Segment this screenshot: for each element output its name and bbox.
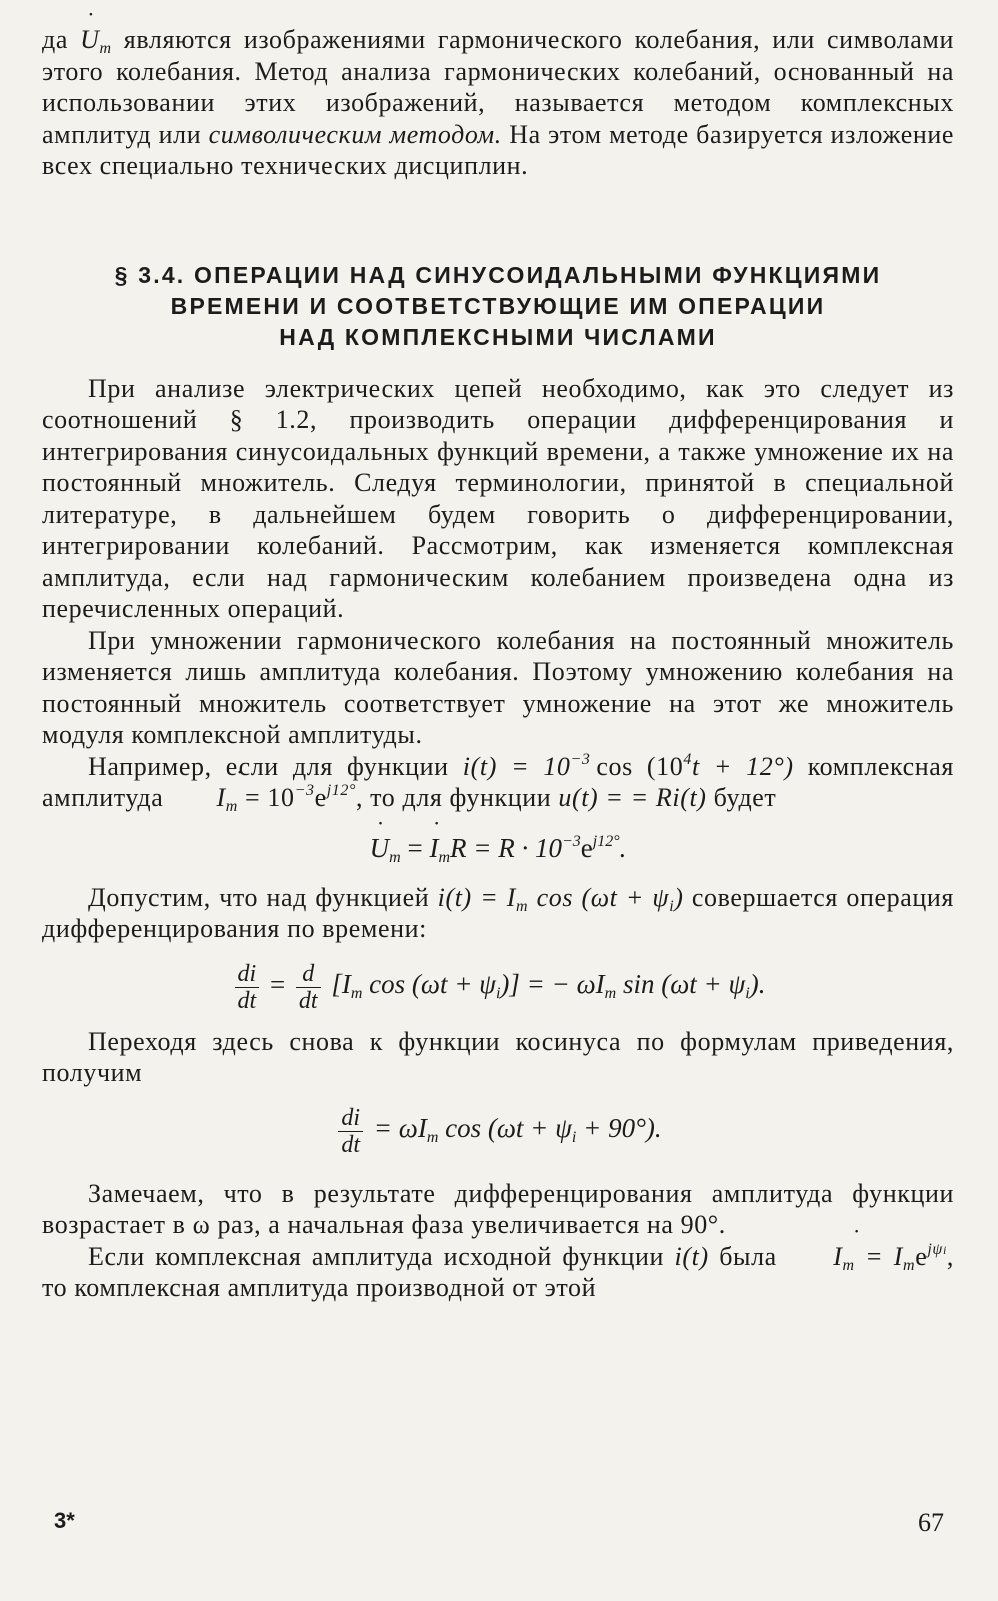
- heading-line: § 3.4. ОПЕРАЦИИ НАД СИНУСОИДАЛЬНЫМИ ФУНКЦИЯМИ: [114, 261, 882, 288]
- paragraph-2: При анализе электрических цепей необходимо, как это следует из соотношений § 1.2, производить операции дифференцирования и интегрирования синусоидальных функций времени, а также умножение их на постоянный множитель. Следуя терминологии, принятой в специальной литературе, в дальнейшем будем говорить о дифференцировании, интегрировании колебаний. Рассмотрим, как изменяется комплексная амплитуда, если над гармоническим колебанием произведена одна из перечисленных операций.: [42, 373, 954, 623]
- formula-i-t: $i(t) = 10^{-3}$ $\cos (10^4t + 12^\circ)$: [462, 750, 794, 781]
- signature-mark: 3*: [54, 1508, 75, 1533]
- text: являются изображениями гармонического колебания, или символами этого колебания. Метод анализа гармонических колебаний, основанный на использовании этих изображений, называется методом комплексных амплитуд или: [42, 25, 954, 149]
- formula-im: ˙ $I_m = 10^{-3}e^{j12^\circ}$: [170, 783, 356, 812]
- emphasis-term: символическим методом.: [208, 119, 502, 149]
- equation-3: $\frac{di}{dt}$ = $\omega I_m$ $\cos (\omega t + \psi_i + 90^\circ)$.: [42, 1105, 954, 1158]
- paragraph-3: При умножении гармонического колебания на постоянный множитель изменяется лишь амплитуда колебания. Поэтому умножению колебания на постоянный множитель соответствует умножение на этот же множитель модуля комплексной амплитуды.: [42, 625, 954, 749]
- page-number: 67: [918, 1508, 944, 1537]
- text: да: [42, 25, 68, 54]
- heading-line: ВРЕМЕНИ И СООТВЕТСТВУЮЩИЕ ИМ ОПЕРАЦИИ: [170, 292, 826, 319]
- text: На этом методе базируется изложение всех специально технических дисциплин.: [42, 119, 954, 180]
- equation-1: ˙ $U_m$ = ˙ $I_mR = R \cdot 10^{-3}e^{j12^\circ}$.: [42, 828, 954, 868]
- formula-i-t-short: i(t): [674, 1241, 709, 1271]
- formula-im-exp: ˙ $I_m = I_me^{j\psi i}$: [787, 1242, 947, 1271]
- paragraph-1: да ˙ $U_m$ являются изображениями гармонического колебания, или символами этого колебания. Метод анализа гармонических колебаний, основанный на использовании этих изображений, называется методом комплексных амплитуд или символическим методом. На этом методе базируется изложение всех специально технических дисциплин.: [42, 24, 954, 182]
- paragraph-7: Замечаем, что в результате дифференцирования амплитуда функции возрастает в ω раз, а начальная фаза увеличивается на 90°.: [42, 1178, 954, 1239]
- formula-u-t: u(t) = = Ri(t): [558, 783, 707, 812]
- paragraph-4: Например, если для функции $i(t) = 10^{-3}$ $\cos (10^4t + 12^\circ)$ комплексная амплитуда ˙ $I_m = 10^{-3}e^{j12^\circ}$, то для функции u(t) = = Ri(t) будет: [42, 751, 954, 814]
- formula-um: ˙ U: [80, 24, 99, 56]
- paragraph-5: Допустим, что над функцией $i(t) = I_m$ $\cos (\omega t + \psi_i)$ совершается операция дифференцирования по времени:: [42, 882, 954, 943]
- paragraph-6: Переходя здесь снова к функции косинуса по формулам приведения, получим: [42, 1026, 954, 1087]
- formula-i-t-cos: $i(t) = I_m$ $\cos (\omega t + \psi_i)$: [437, 882, 684, 915]
- page-body: [42, 24, 954, 1304]
- section-heading: [42, 260, 954, 353]
- equation-2: $\frac{di}{dt}$ = $\frac{d}{dt}$ [$I_m$ $\cos (\omega t + \psi_i)$] = − $\omega I_m$ $\sin (\omega t + \psi_i)$.: [42, 961, 954, 1014]
- heading-line: НАД КОМПЛЕКСНЫМИ ЧИСЛАМИ: [279, 323, 717, 350]
- paragraph-8: Если комплексная амплитуда исходной функции i(t) была ˙ $I_m = I_me^{j\psi i}$, то комплексная амплитуда производной от этой: [42, 1241, 954, 1304]
